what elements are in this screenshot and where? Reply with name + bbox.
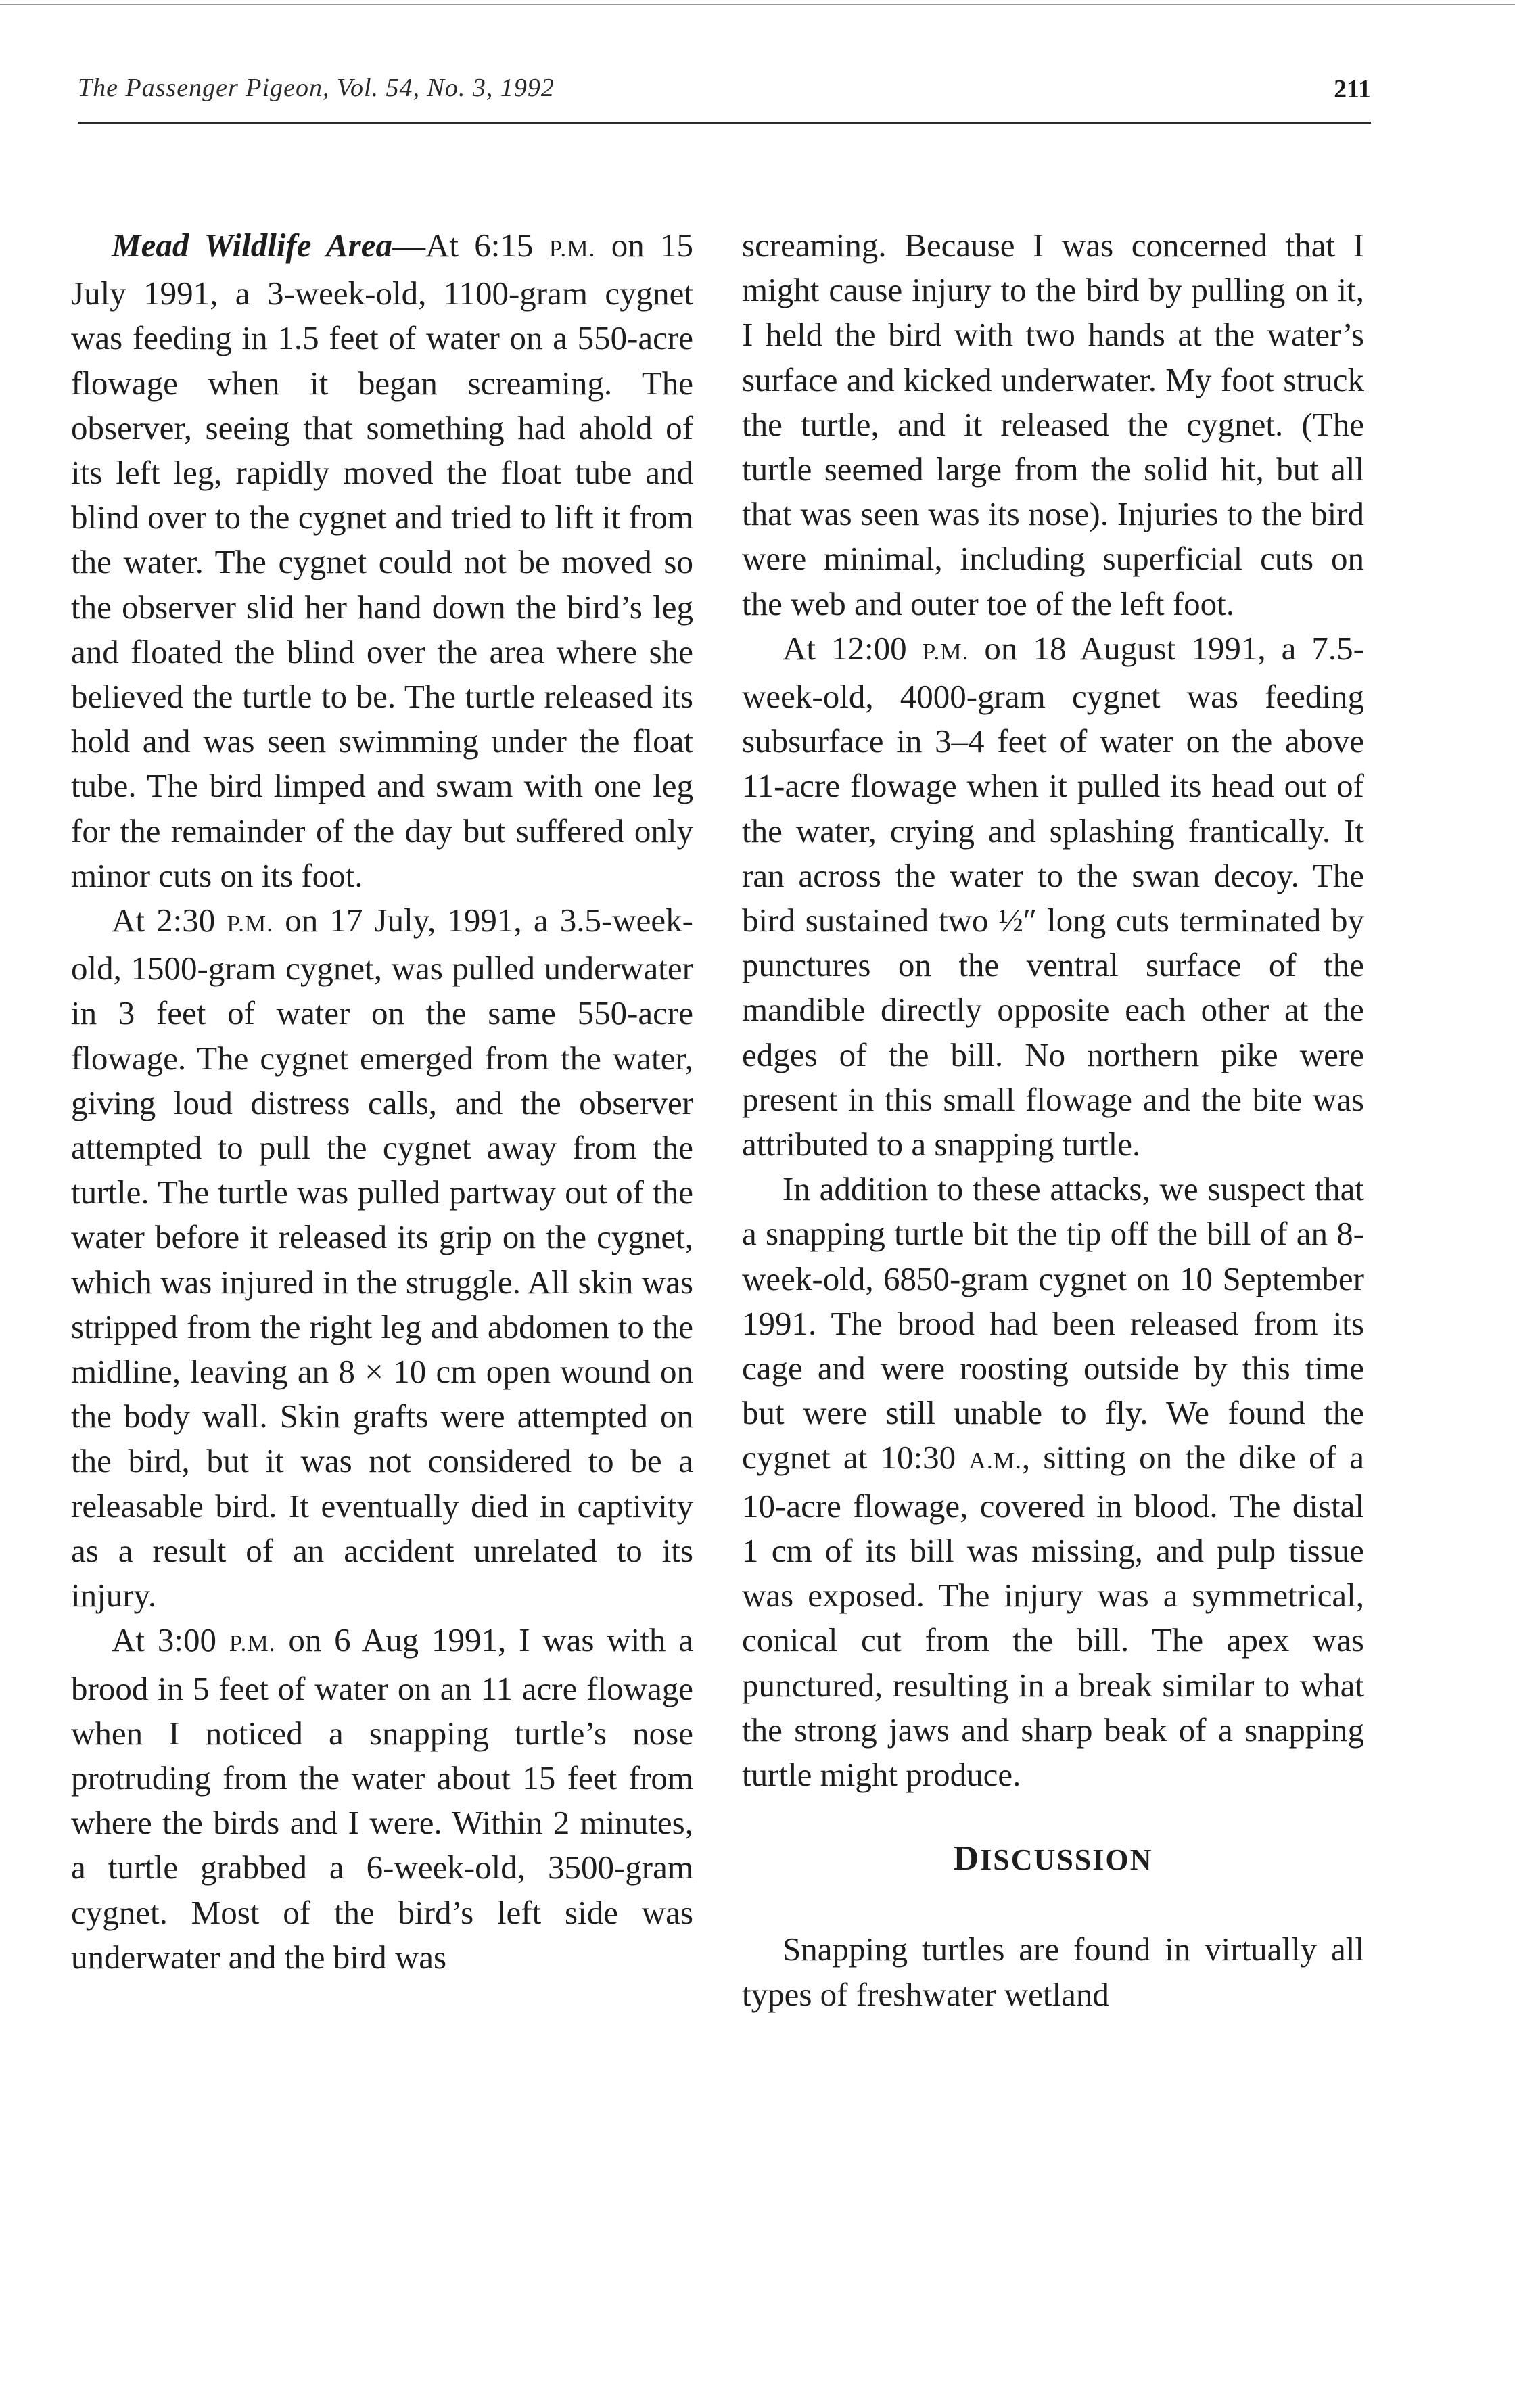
page-number: 211 — [1334, 75, 1371, 103]
paragraph-discussion: Snapping turtles are found in virtually all types of freshwater wetland — [742, 1930, 1364, 2013]
paragraph-10-september — [742, 1167, 1364, 1797]
text-run: on 6 Aug 1991, I was with a brood in 5 feet of water on an 11 acre flowage when I noticed a snapping turtle’s nose protruding from the water about 15 feet from where the birds and I were. Within 2 minutes, a turtle grabbed a 6-week-old, 3500-gram cygnet. Most of the bird’s left side was underwater and the bird was — [71, 1621, 693, 1976]
em-dash: — — [392, 227, 425, 264]
time-suffix: P.M. — [549, 235, 596, 262]
text-run: In addition to these attacks, we suspect that a snapping turtle bit the tip off the bill of an 8-week-old, 6850-gram cygnet on 10 September 1991. The brood had been released from its cage and were roosting outside by this time but were still unable to fly. We found the cygnet at 10:30 — [742, 1170, 1364, 1477]
text-run: , sitting on the dike of a 10-acre flowage, covered in blood. The distal 1 cm of its bill was missing, and pulp tissue was exposed. The injury was a symmetrical, conical cut from the bill. The apex was punctured, resulting in a break similar to what the strong jaws and sharp beak of a snapping turtle might produce. — [742, 1439, 1364, 1793]
text-run: on 18 August 1991, a 7.5-week-old, 4000-gram cygnet was feeding subsurface in 3–4 feet of water on the above 11-acre flowage when it pulled its head out of the water, crying and splashing frantically. It ran across the water to the swan decoy. The bird sustained two ½″ long cuts terminated by punctures on the ventral surface of the mandible directly opposite each other at the edges of the bill. No northern pike were present in this small flowage and the bite was attributed to a snapping turtle. — [742, 629, 1364, 1163]
text-run: At 6:15 — [425, 227, 549, 264]
heading-initial: D — [953, 1839, 981, 1878]
top-border-line — [0, 4, 1515, 5]
paragraph-6-aug — [71, 1618, 693, 1980]
time-suffix: A.M. — [969, 1448, 1022, 1475]
text-run: At 3:00 — [112, 1621, 229, 1659]
text-run: on 15 July 1991, a 3-week-old, 1100-gram cygnet was feeding in 1.5 feet of water on a 550-acre flowage when it began screaming. The observer, seeing that something had ahold of its left leg, rapidly moved the float tube and blind over to the cygnet and tried to lift it from the water. The cygnet could not be moved so the observer slid her hand down the bird’s leg and floated the blind over the area where she believed the turtle to be. The turtle released its hold and was seen swimming under the float tube. The bird limped and swam with one leg for the remainder of the day but suffered only minor cuts on its foot. — [71, 227, 693, 894]
heading-rest: ISCUSSION — [980, 1843, 1153, 1877]
run-in-heading: Mead Wildlife Area — [112, 227, 392, 264]
time-suffix: P.M. — [229, 1630, 276, 1657]
text-run: on 17 July, 1991, a 3.5-week-old, 1500-gram cygnet, was pulled underwater in 3 feet of water on the same 550-acre flowage. The cygnet emerged from the water, giving loud distress calls, and the observer attempted to pull the cygnet away from the turtle. The turtle was pulled partway out of the water before it released its grip on the cygnet, which was injured in the struggle. All skin was stripped from the right leg and abdomen to the midline, leaving an 8 × 10 cm open wound on the body wall. Skin grafts were attempted on the bird, but it was not considered to be a releasable bird. It eventually died in captivity as a result of an accident unrelated to its injury. — [71, 902, 693, 1615]
section-heading-discussion — [742, 1836, 1364, 1882]
paragraph-17-july — [71, 898, 693, 1618]
time-suffix: P.M. — [922, 638, 969, 665]
text-run: At 12:00 — [783, 629, 923, 667]
left-column — [71, 223, 693, 1980]
running-header — [78, 73, 1371, 120]
text-run: At 2:30 — [112, 902, 227, 940]
paragraph-18-august — [742, 626, 1364, 1167]
journal-citation: The Passenger Pigeon, Vol. 54, No. 3, 1992 — [78, 74, 555, 102]
right-column — [742, 223, 1364, 2017]
time-suffix: P.M. — [227, 910, 274, 937]
header-rule — [78, 122, 1371, 124]
paragraph-mead-wildlife-area — [71, 223, 693, 898]
paragraph-continued: screaming. Because I was concerned that I might cause injury to the bird by pulling on it, I held the bird with two hands at the water’s surface and kicked underwater. My foot struck the turtle, and it released the cygnet. (The turtle seemed large from the solid hit, but all that was seen was its nose). Injuries to the bird were minimal, including superficial cuts on the web and outer toe of the left foot. — [742, 227, 1364, 622]
